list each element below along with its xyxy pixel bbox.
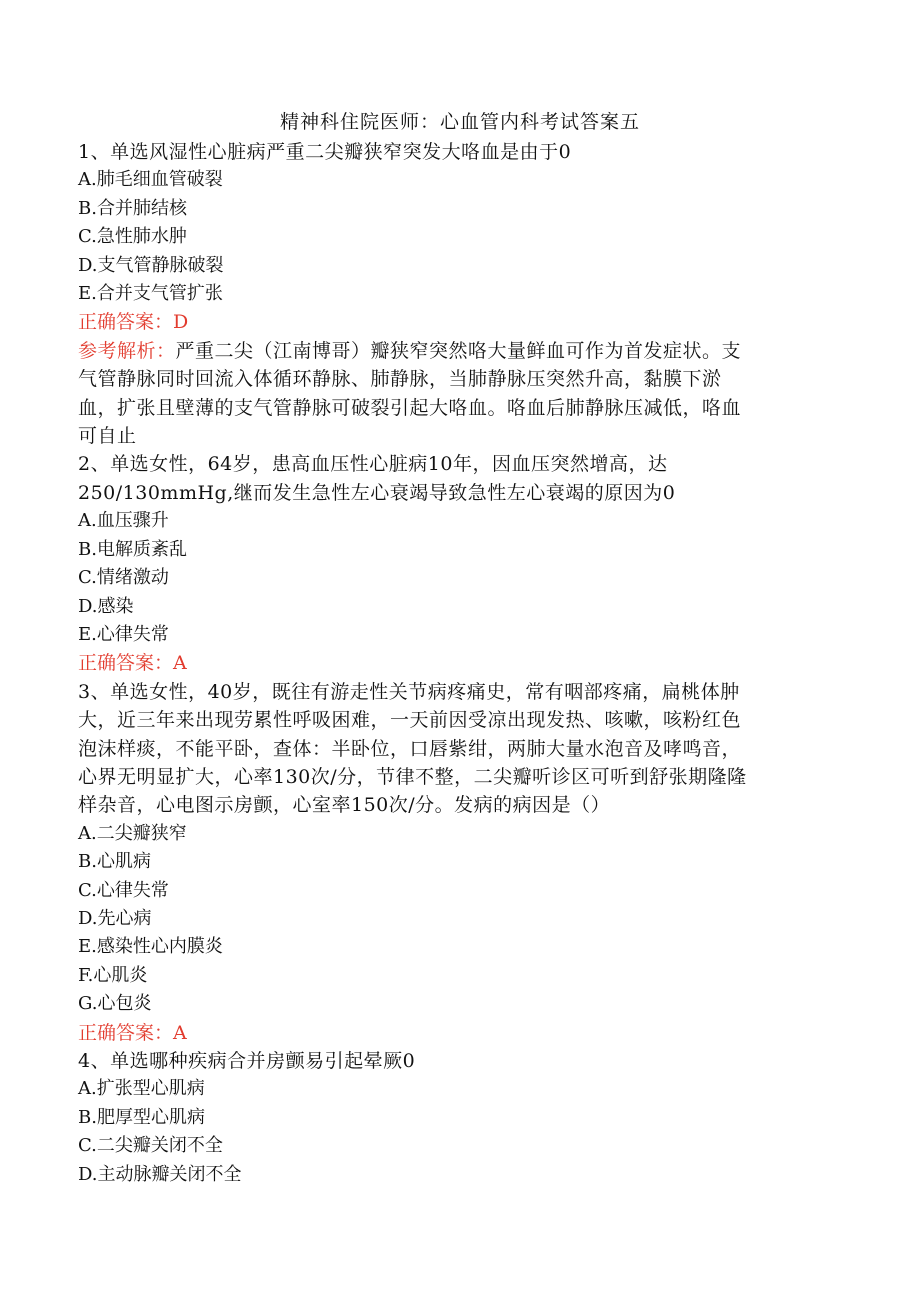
document-title: 精神科住院医师：心血管内科考试答案五 (279, 111, 640, 133)
option-a: A.肺毛细血管破裂 (78, 169, 223, 191)
answer-value: A (173, 652, 187, 675)
option-b: B.电解质紊乱 (78, 538, 187, 560)
option-d: D.感染 (78, 595, 134, 617)
option-d: D.主动脉瓣关闭不全 (78, 1163, 242, 1185)
question-stem: 大，近三年来出现劳累性呼吸困难，一天前因受凉出现发热、咳嗽，咳粉红色 (78, 709, 742, 732)
option-c: C.急性肺水肿 (78, 226, 187, 248)
question-stem: 250/130mmHg,继而发生急性左心衰竭导致急性左心衰竭的原因为0 (78, 481, 676, 504)
analysis-text: 可自止 (78, 425, 137, 448)
question-stem: 3、单选女性，40岁，既往有游走性关节病疼痛史，常有咽部疼痛，扁桃体肿 (78, 680, 740, 703)
document-content (78, 138, 826, 1189)
option-a: A.血压骤升 (78, 510, 169, 532)
question-stem: 心界无明显扩大，心率130次/分，节律不整，二尖瓣听诊区可听到舒张期隆隆 (78, 765, 747, 788)
reference-analysis (78, 337, 826, 451)
question-3 (78, 678, 826, 1047)
question-stem: 1、单选风湿性心脏病严重二尖瓣狭窄突发大咯血是由于0 (78, 141, 572, 163)
option-c: C.心律失常 (78, 879, 169, 901)
answer-value: D (173, 311, 189, 334)
option-f: F.心肌炎 (78, 964, 148, 986)
option-a: A.二尖瓣狭窄 (78, 822, 187, 844)
correct-answer (78, 308, 826, 336)
question-2 (78, 450, 826, 677)
option-d: D.先心病 (78, 907, 152, 929)
option-d: D.支气管静脉破裂 (78, 254, 224, 276)
analysis-text: 血，扩张且壁薄的支气管静脉可破裂引起大咯血。咯血后肺静脉压减低，咯血 (78, 396, 742, 419)
question-stem: 泡沫样痰，不能平卧，查体：半卧位，口唇紫绀，两肺大量水泡音及哮鸣音， (78, 737, 742, 760)
question-1 (78, 138, 826, 450)
option-b: B.肥厚型心肌病 (78, 1106, 205, 1128)
answer-label: 正确答案： (78, 1021, 174, 1044)
option-c: C.二尖瓣关闭不全 (78, 1135, 223, 1157)
option-g: G.心包炎 (78, 993, 152, 1015)
question-stem: 4、单选哪种疾病合并房颤易引起晕厥0 (78, 1050, 416, 1072)
question-stem: 2、单选女性，64岁，患高血压性心脏病10年，因血压突然增高，达 (78, 453, 668, 476)
option-b: B.合并肺结核 (78, 197, 187, 219)
answer-value: A (173, 1021, 187, 1044)
option-e: E.心律失常 (78, 623, 169, 645)
option-c: C.情绪激动 (78, 567, 169, 589)
analysis-text: 严重二尖（江南博哥）瓣狭窄突然咯大量鲜血可作为首发症状。支 (175, 339, 742, 362)
analysis-text: 气管静脉同时回流入体循环静脉、肺静脉，当肺静脉压突然升高，黏膜下淤 (78, 368, 722, 391)
correct-answer (78, 1019, 826, 1047)
answer-label: 正确答案： (78, 311, 174, 334)
question-stem: 样杂音，心电图示房颤，心室率150次/分。发病的病因是（） (78, 794, 611, 817)
question-4 (78, 1047, 826, 1189)
option-e: E.感染性心内膜炎 (78, 936, 223, 958)
option-e: E.合并支气管扩张 (78, 283, 223, 305)
option-b: B.心肌病 (78, 851, 151, 873)
analysis-label: 参考解析： (78, 339, 176, 362)
option-a: A.扩张型心肌病 (78, 1078, 205, 1100)
correct-answer (78, 649, 826, 677)
answer-label: 正确答案： (78, 652, 174, 675)
